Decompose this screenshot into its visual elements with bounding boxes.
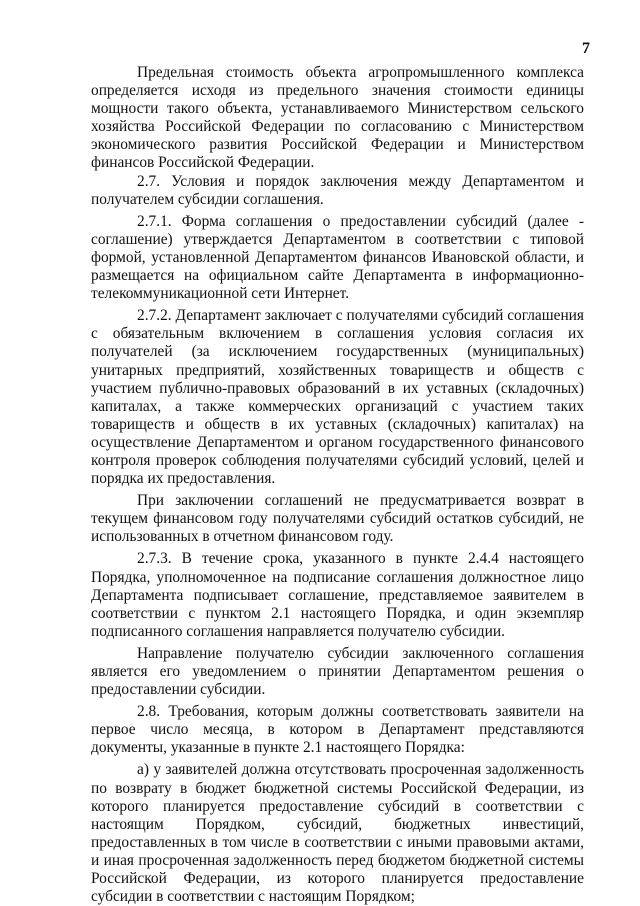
paragraph-2-7: 2.7. Условия и порядок заключения между Департаментом и получателем субсидии соглашения. (91, 172, 584, 208)
paragraph-requirement-a: а) у заявителей должна отсутствовать просроченная задолженность по возврату в бюджет бюджетной системы Российской Федерации, из которого планируется предоставление субсидий в соответствии с настоящим Порядком, субсидий, бюджетных инвестиций, предоставленных в том числе в соответствии с иными правовыми актами, и иная просроченная задолженность перед бюджетом бюджетной системы Российской Федерации, из которого планируется предоставление субсидии в соответствии с настоящим Порядком; (91, 761, 584, 906)
paragraph-2-7-2: 2.7.2. Департамент заключает с получателями субсидий соглашения с обязательным включением в соглашения условия согласия их получателей (за исключением государственных (муниципальных) унитарных предприятий, хозяйственных товариществ и обществ с участием публично-правовых образований в их уставных (складочных) капиталах, а также коммерческих организаций с участием таких товариществ и обществ в их уставных (складочных) капиталах) на осуществление Департаментом и органом государственного финансового контроля проверок соблюдения получателями субсидий условий, целей и порядка их предоставления. (91, 307, 584, 488)
paragraph-2-7-1: 2.7.1. Форма соглашения о предоставлении субсидий (далее - соглашение) утверждается Департаментом в соответствии с типовой формой, установленной Департаментом финансов Ивановской области, и размещается на официальном сайте Департамента в информационно-телекоммуникационной сети Интернет. (91, 212, 584, 303)
paragraph-2-7-3: 2.7.3. В течение срока, указанного в пункте 2.4.4 настоящего Порядка, уполномоченное на подписание соглашения должностное лицо Департамента подписывает соглашение, представляемое заявителем в соответствии с пунктом 2.1 настоящего Порядка, и один экземпляр подписанного соглашения направляется получателю субсидии. (91, 550, 584, 640)
paragraph-no-refund: При заключении соглашений не предусматривается возврат в текущем финансовом году получателями субсидий остатков субсидий, не использованных в отчетном финансовом году. (91, 492, 584, 546)
page-number: 7 (582, 40, 590, 57)
document-body (91, 64, 584, 906)
paragraph-max-cost: Предельная стоимость объекта агропромышленного комплекса определяется исходя из предельного значения стоимости единицы мощности такого объекта, устанавливаемого Министерством сельского хозяйства Российской Федерации по согласованию с Министерством экономического развития Российской Федерации и Министерством финансов Российской Федерации. (91, 64, 584, 172)
paragraph-notification: Направление получателю субсидии заключенного соглашения является его уведомлением о принятии Департаментом решения о предоставлении субсидии. (91, 644, 584, 699)
paragraph-2-8: 2.8. Требования, которым должны соответствовать заявители на первое число месяца, в котором в Департамент представляются документы, указанные в пункте 2.1 настоящего Порядка: (91, 703, 584, 757)
